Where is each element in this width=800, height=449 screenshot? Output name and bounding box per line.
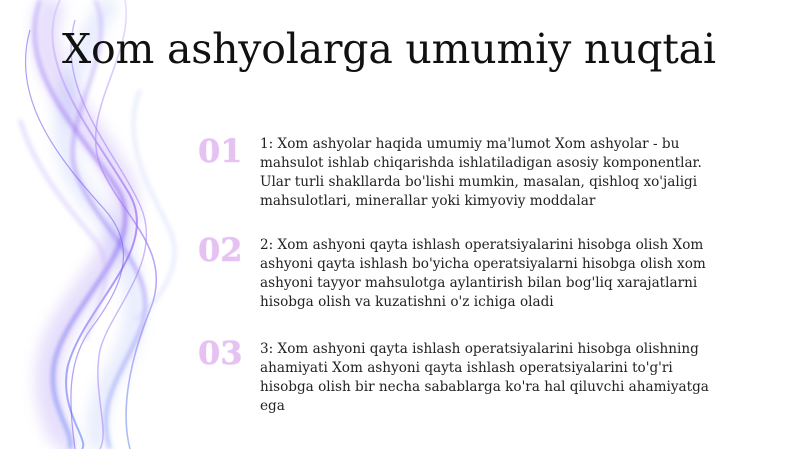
item-number: 03: [198, 334, 243, 372]
item-text: 1: Xom ashyolar haqida umumiy ma'lumot Xom ashyolar - bu mahsulot ishlab chiqarishda ishlatiladigan asosiy komponentlar. Ular turli shakllarda bo'lishi mumkin, masalan, qishloq xo'jaligi mahsulotlari, minerallar yoki kimyoviy moddalar: [260, 136, 702, 209]
page-title: Xom ashyolarga umumiy nuqtai: [62, 25, 716, 73]
item-text: 3: Xom ashyoni qayta ishlash operatsiyalarini hisobga olishning ahamiyati Xom ashyoni qayta ishlash operatsiyalarini to'g'ri hisobga olish bir necha sabablarga ko'ra hal qiluvchi ahamiyatga ega: [260, 341, 709, 414]
item-number: 01: [198, 132, 243, 170]
item-text: 2: Xom ashyoni qayta ishlash operatsiyalarini hisobga olish Xom ashyoni qayta ishlash bo'yicha operatsiyalarni hisobga olish xom ashyoni tayyor mahsulotga aylantirish bilan bog'liq xarajatlarni hisobga olish va kuzatishni o'z ichiga oladi: [260, 237, 706, 310]
item-number: 02: [198, 231, 243, 269]
